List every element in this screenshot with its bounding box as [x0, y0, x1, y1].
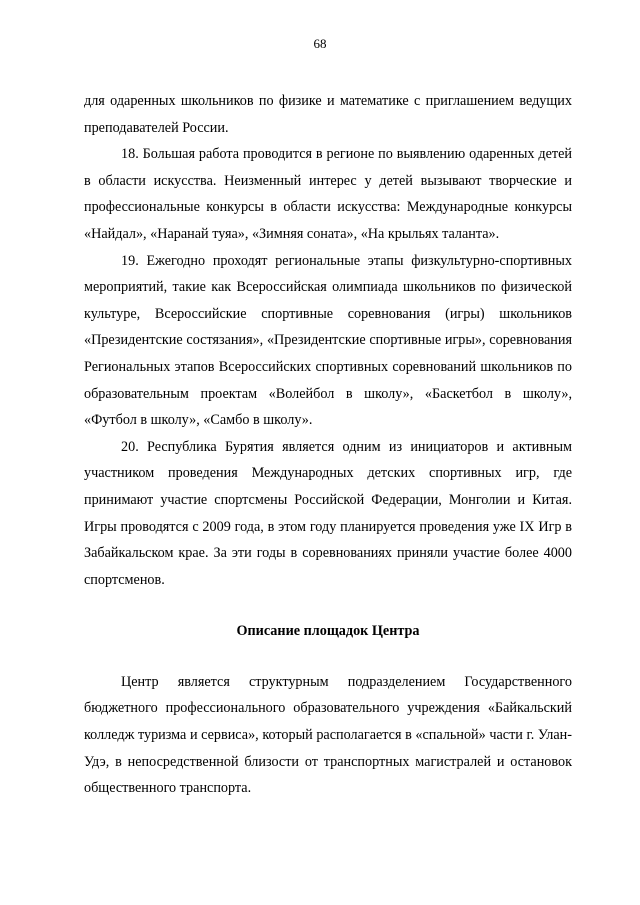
section-heading: Описание площадок Центра: [236, 623, 420, 640]
section-paragraph: Центр является структурным подразделением Государственного бюджетного профессионального образовательного учреждения «Байкальский колледж туризма и сервиса», который располагается в «спальной» части г. Улан-Удэ, в непосредственной близости от транспортных магистралей и остановок общественного транспорта.: [84, 673, 572, 797]
document-body: [84, 88, 572, 802]
paragraph-continuation: для одаренных школьников по физике и математике с приглашением ведущих преподавателей России.: [84, 93, 572, 136]
paragraph-18: 18. Большая работа проводится в регионе по выявлению одаренных детей в области искусства. Неизменный интерес у детей вызывают творческие и профессиональные конкурсы в области искусства: Международные конкурсы «Найдал», «Наранай туяа», «Зимняя соната», «На крыльях таланта».: [84, 146, 572, 242]
paragraph-20: 20. Республика Бурятия является одним из инициаторов и активным участником проведения Международных детских спортивных игр, где принимают участие спортсмены Российской Федерации, Монголии и Китая. Игры проводятся с 2009 года, в этом году планируется проведения уже IX Игр в Забайкальском крае. За эти годы в соревнованиях приняли участие более 4000 спортсменов.: [84, 438, 572, 588]
page-number: 68: [313, 36, 327, 51]
paragraph-19: 19. Ежегодно проходят региональные этапы физкультурно-спортивных мероприятий, такие как Всероссийская олимпиада школьников по физической культуре, Всероссийские спортивные соревнования (игры) школьников «Президентские состязания», «Президентские спортивные игры», соревнования Региональных этапов Всероссийских спортивных соревнований школьников по образовательным проектам «Волейбол в школу», «Баскетбол в школу», «Футбол в школу», «Самбо в школу».: [84, 252, 572, 429]
